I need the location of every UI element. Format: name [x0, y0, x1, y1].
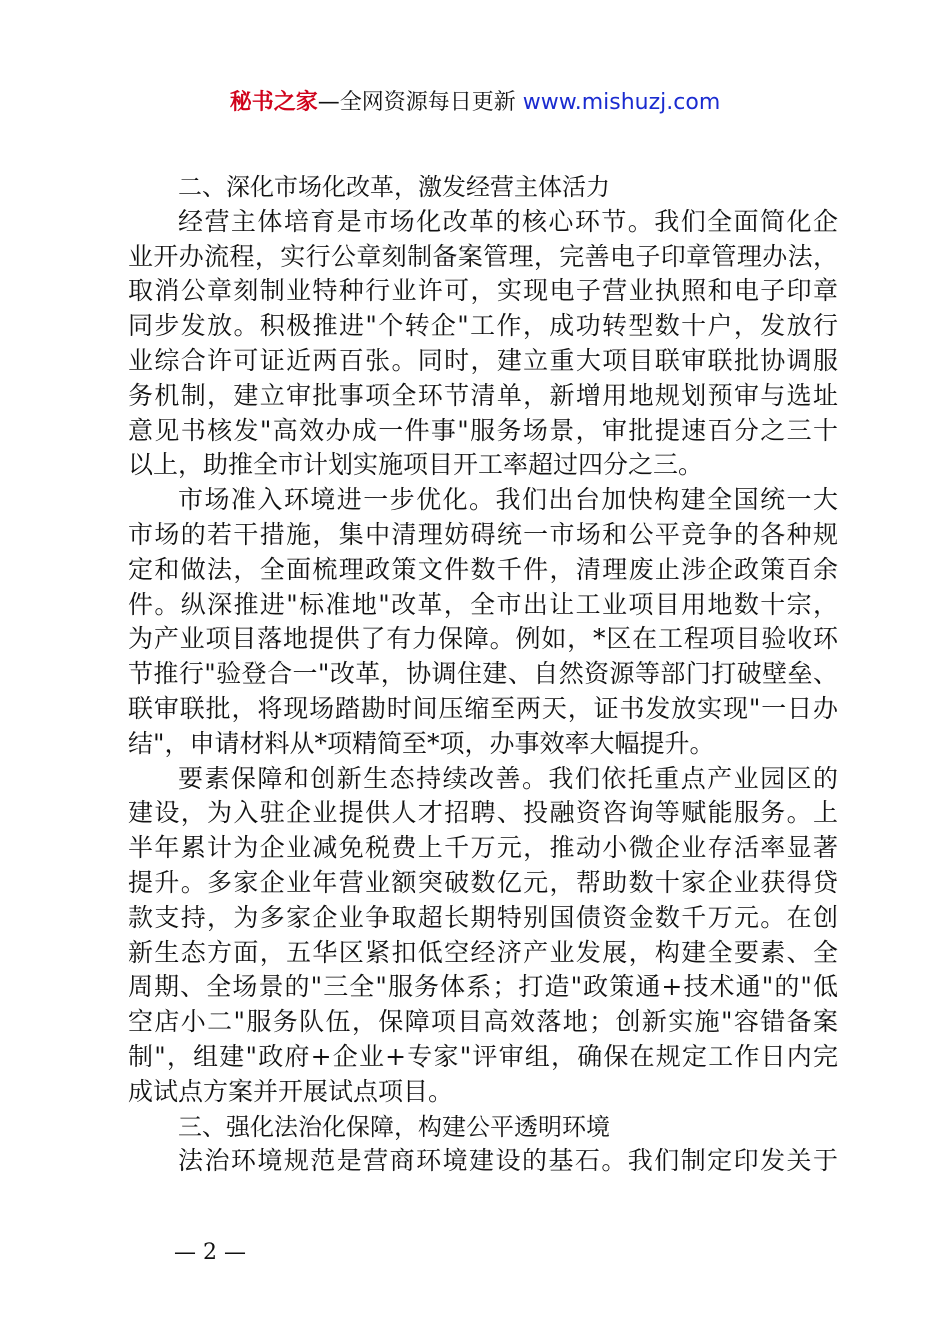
body-text-line: 同步发放。积极推进"个转企"工作，成功转型数十户，发放行 [128, 311, 838, 341]
site-url-link[interactable]: www.mishuzj.com [522, 90, 721, 115]
body-text-line: 市场准入环境进一步优化。我们出台加快构建全国统一大 [178, 485, 838, 515]
body-text-line: 业综合许可证近两百张。同时，建立重大项目联审联批协调服 [128, 345, 838, 375]
body-text-line: 节推行"验登合一"改革，协调住建、自然资源等部门打破壁垒、 [128, 659, 838, 689]
header-tagline: —全网资源每日更新 [317, 90, 516, 115]
body-text-line: 结"，申请材料从*项精简至*项，办事效率大幅提升。 [128, 728, 715, 758]
body-text-line: 周期、全场景的"三全"服务体系；打造"政策通+技术通"的"低 [128, 972, 838, 1002]
body-text-line: 意见书核发"高效办成一件事"服务场景，审批提速百分之三十 [128, 415, 838, 445]
body-text-line: 款支持，为多家企业争取超长期特别国债资金数千万元。在创 [128, 902, 838, 932]
section-heading-2: 二、深化市场化改革，激发经营主体活力 [178, 173, 610, 201]
body-text-line: 要素保障和创新生态持续改善。我们依托重点产业园区的 [178, 763, 838, 793]
body-text-line: 空店小二"服务队伍，保障项目高效落地；创新实施"容错备案 [128, 1007, 838, 1037]
body-text-line: 取消公章刻制业特种行业许可，实现电子营业执照和电子印章 [128, 276, 838, 306]
brand-name: 秘书之家 [229, 90, 318, 115]
body-text-line: 经营主体培育是市场化改革的核心环节。我们全面简化企 [178, 206, 838, 236]
body-text-line: 业开办流程，实行公章刻制备案管理，完善电子印章管理办法， [128, 241, 838, 271]
body-text-line: 新生态方面，五华区紧扣低空经济产业发展，构建全要素、全 [128, 937, 838, 967]
section-heading-3: 三、强化法治化保障，构建公平透明环境 [178, 1112, 610, 1141]
body-text-line: 以上，助推全市计划实施项目开工率超过四分之三。 [128, 450, 704, 480]
body-text-line: 定和做法，全面梳理政策文件数千件，清理废止涉企政策百余 [128, 554, 838, 584]
body-text-line: 市场的若干措施，集中清理妨碍统一市场和公平竞争的各种规 [128, 519, 838, 549]
body-text-line: 制"，组建"政府+企业+专家"评审组，确保在规定工作日内完 [128, 1041, 838, 1071]
page-number: — 2 — [174, 1240, 246, 1265]
body-text-line: 法治环境规范是营商环境建设的基石。我们制定印发关于 [178, 1146, 838, 1176]
document-body [128, 170, 838, 1179]
body-text-line: 联审联批，将现场踏勘时间压缩至两天，证书发放实现"一日办 [128, 693, 838, 723]
body-text-line: 成试点方案并开展试点项目。 [128, 1076, 454, 1106]
body-text-line: 务机制，建立审批事项全环节清单，新增用地规划预审与选址 [128, 380, 838, 410]
body-text-line: 半年累计为企业减免税费上千万元，推动小微企业存活率显著 [128, 833, 838, 863]
body-text-line: 为产业项目落地提供了有力保障。例如，*区在工程项目验收环 [128, 624, 838, 654]
body-text-line: 件。纵深推进"标准地"改革，全市出让工业项目用地数十宗， [128, 589, 838, 619]
body-text-line: 建设，为入驻企业提供人才招聘、投融资咨询等赋能服务。上 [128, 798, 838, 828]
site-header [0, 86, 950, 120]
body-text-line: 提升。多家企业年营业额突破数亿元，帮助数十家企业获得贷 [128, 867, 838, 897]
